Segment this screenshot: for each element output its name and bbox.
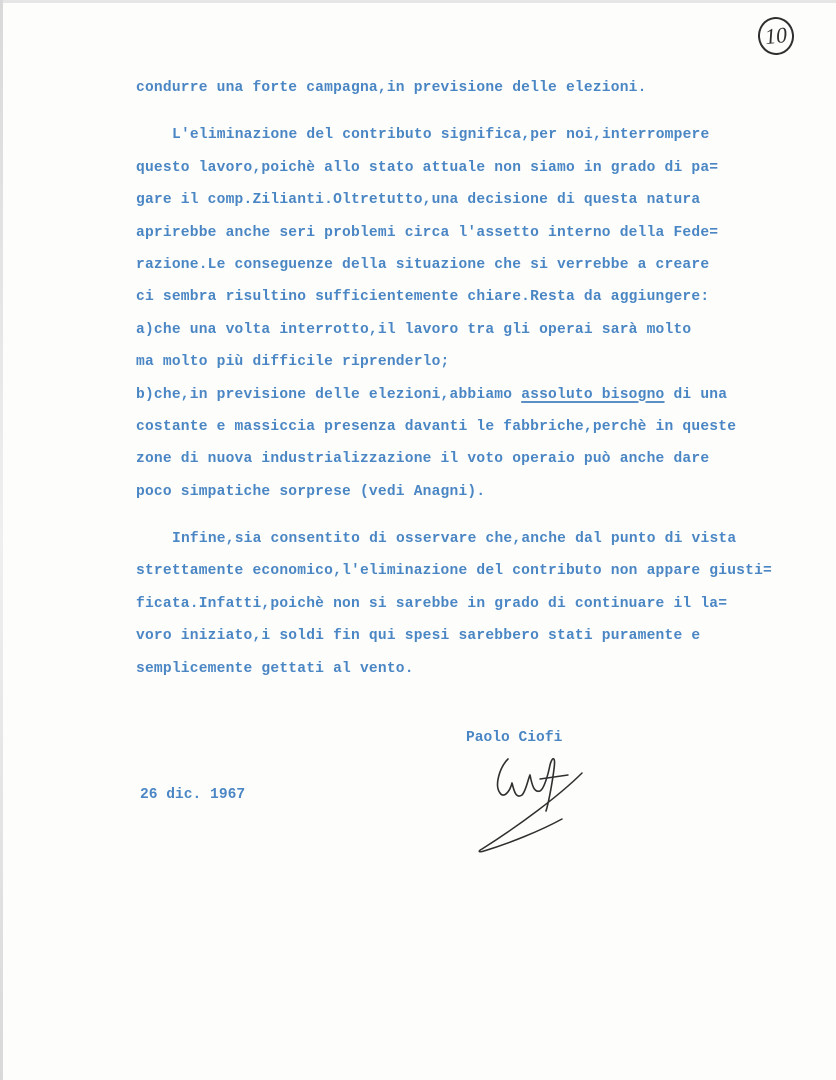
signature-flourish <box>479 773 582 852</box>
text-line: semplicemente gettati al vento. <box>136 660 414 677</box>
text-line: ci sembra risultino sufficientemente chiare.Resta da aggiungere: <box>136 289 710 306</box>
text-line: condurre una forte campagna,in previsione delle elezioni. <box>136 80 647 96</box>
text-line: ma molto più difficile riprenderlo; <box>136 354 450 371</box>
underlined-phrase: assoluto bisogno <box>521 386 665 403</box>
text-line: zone di nuova industrializzazione il voto operaio può anche dare <box>136 451 710 468</box>
letter-date: 26 dic. 1967 <box>140 787 246 803</box>
text-line: questo lavoro,poichè allo stato attuale non siamo in grado di pa= <box>136 159 719 176</box>
text-line <box>136 379 776 411</box>
text-segment: b)che,in previsione delle elezioni,abbiamo <box>136 386 522 403</box>
signature-crossbar <box>540 775 568 779</box>
handwritten-signature <box>470 745 600 860</box>
page-number: 10 <box>756 15 796 57</box>
text-line: strettamente economico,l'eliminazione del contributo non appare giusti= <box>136 563 772 580</box>
signer-name: Paolo Ciofi <box>466 730 563 746</box>
text-line: razione.Le conseguenze della situazione che si verrebbe a creare <box>136 256 710 273</box>
text-line: poco simpatiche sorprese (vedi Anagni). <box>136 483 486 500</box>
text-line: L'eliminazione del contributo significa,per noi,interrompere <box>172 127 710 144</box>
text-line: Infine,sia consentito di osservare che,anche dal punto di vista <box>172 531 737 548</box>
text-line: ficata.Infatti,poichè non si sarebbe in grado di continuare il la= <box>136 595 728 612</box>
text-line: a)che una volta interrotto,il lavoro tra gli operai sarà molto <box>136 321 692 338</box>
text-line: voro iniziato,i soldi fin qui spesi sarebbero stati puramente e <box>136 628 701 645</box>
scan-edge-left <box>0 0 3 1080</box>
text-segment: di una <box>664 386 728 403</box>
letter-body <box>136 72 776 685</box>
text-line: gare il comp.Zilianti.Oltretutto,una decisione di questa natura <box>136 192 701 209</box>
scan-edge-top <box>0 0 836 3</box>
text-line: aprirebbe anche seri problemi circa l'assetto interno della Fede= <box>136 224 719 241</box>
text-line: costante e massiccia presenza davanti le fabbriche,perchè in queste <box>136 418 737 435</box>
